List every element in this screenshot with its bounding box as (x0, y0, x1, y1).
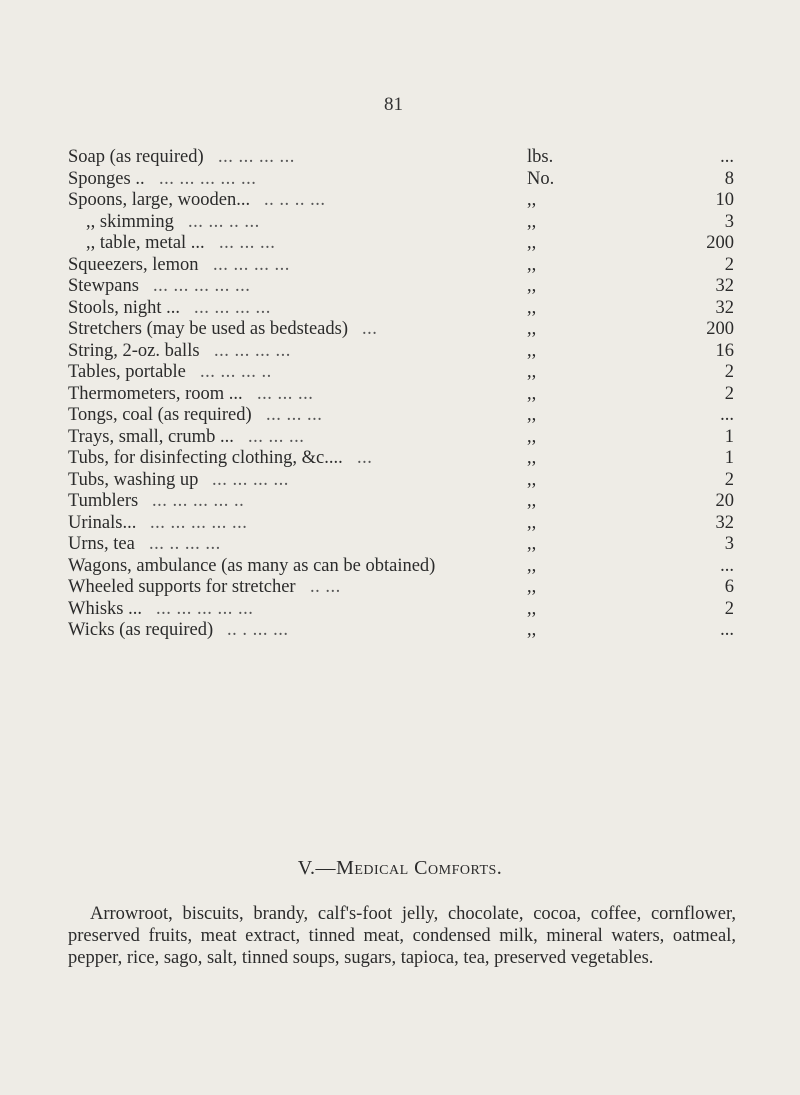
item-name: Urinals... (68, 512, 137, 533)
list-item (68, 620, 734, 642)
item-quantity: 3 (724, 534, 734, 554)
list-item (68, 491, 734, 513)
item-name: ,, skimming (86, 211, 174, 232)
item-name: Stewpans (68, 276, 139, 296)
item-name: String, 2-oz. balls (68, 340, 200, 361)
list-item (68, 513, 734, 535)
item-quantity: 8 (724, 168, 734, 189)
item-name: Sponges .. (68, 168, 145, 189)
list-item (68, 233, 734, 255)
list-item (68, 577, 734, 599)
list-item (68, 276, 734, 298)
item-unit: ,, (527, 383, 537, 404)
leader-dots: ... ... ... (219, 233, 276, 253)
leader-dots: .. . ... ... (227, 620, 289, 640)
item-quantity: ... (720, 620, 734, 640)
item-name: Tumblers (68, 491, 139, 511)
item-name: Tubs, washing up (68, 469, 199, 490)
item-quantity: 10 (715, 190, 734, 210)
list-item (68, 384, 734, 406)
medical-comforts-paragraph: Arrowroot, biscuits, brandy, calf's-foot jelly, chocolate, cocoa, coffee, cornflower, preserved fruits, meat extract, tinned meat, condensed milk, mineral waters, oatmeal, pepper, rice, sago, salt, tinned soups, sugars, tapioca, tea, preserved vegetables. (68, 904, 736, 968)
item-unit: ,, (527, 276, 537, 296)
page-number: 81 (384, 94, 403, 115)
item-quantity: 200 (706, 233, 734, 253)
leader-dots: ... ... ... ... ... (150, 512, 248, 533)
item-name: Wheeled supports for stretcher (68, 577, 296, 597)
item-quantity: ... (720, 405, 734, 425)
item-unit: ,, (527, 319, 537, 339)
item-quantity: 32 (715, 276, 734, 296)
item-unit: ,, (527, 233, 537, 253)
item-quantity: 2 (724, 254, 734, 275)
item-name: ,, table, metal ... (86, 233, 205, 253)
leader-dots: ... ... ... (248, 426, 305, 447)
section-heading (0, 857, 800, 880)
item-name: Wicks (as required) (68, 620, 214, 640)
list-item (68, 448, 734, 470)
list-item (68, 341, 734, 363)
item-name: Tables, portable (68, 362, 186, 382)
item-unit: lbs. (527, 147, 554, 167)
item-name: Urns, tea (68, 534, 135, 554)
item-unit: ,, (527, 512, 537, 533)
list-item (68, 298, 734, 320)
list-item (68, 255, 734, 277)
section-title: Medical Comforts. (336, 857, 503, 879)
item-quantity: 200 (706, 319, 734, 339)
item-quantity: 32 (715, 297, 734, 318)
item-unit: No. (527, 168, 555, 189)
section-number: V.— (297, 857, 337, 879)
leader-dots: ... ... ... ... (212, 469, 289, 490)
list-item (68, 362, 734, 384)
item-name: Stretchers (may be used as bedsteads) (68, 319, 348, 339)
item-unit: ,, (527, 555, 537, 576)
leader-dots: ... ... ... (257, 383, 314, 404)
leader-dots: ... ... ... (266, 405, 323, 425)
leader-dots: ... ... ... ... .. (152, 491, 245, 511)
item-unit: ,, (527, 620, 537, 640)
item-name: Spoons, large, wooden... (68, 190, 251, 210)
list-item (68, 427, 734, 449)
item-name: Tongs, coal (as required) (68, 405, 252, 425)
item-unit: ,, (527, 254, 537, 275)
item-name: Stools, night ... (68, 297, 181, 318)
item-unit: ,, (527, 448, 537, 468)
item-unit: ,, (527, 211, 537, 232)
item-unit: ,, (527, 190, 537, 210)
leader-dots: .. ... (310, 577, 341, 597)
item-quantity: 32 (715, 512, 734, 533)
list-item (68, 147, 734, 169)
item-unit: ,, (527, 469, 537, 490)
list-item (68, 169, 734, 191)
item-name: Soap (as required) (68, 147, 204, 167)
item-quantity: 1 (724, 426, 734, 447)
item-unit: ,, (527, 491, 537, 511)
leader-dots: ... ... ... ... (194, 297, 271, 318)
item-unit: ,, (527, 405, 537, 425)
item-quantity: ... (720, 147, 734, 167)
item-name: Squeezers, lemon (68, 254, 199, 275)
leader-dots: ... ... ... ... (214, 340, 291, 361)
list-item (68, 405, 734, 427)
leader-dots: ... .. ... ... (149, 534, 221, 554)
leader-dots: ... ... ... ... ... (156, 598, 254, 619)
item-quantity: 2 (724, 598, 734, 619)
leader-dots: ... ... ... ... ... (153, 276, 251, 296)
item-name: Wagons, ambulance (as many as can be obtained) (68, 555, 436, 576)
item-quantity: 2 (724, 383, 734, 404)
item-unit: ,, (527, 598, 537, 619)
item-quantity: 2 (724, 469, 734, 490)
leader-dots: ... (357, 448, 373, 468)
item-unit: ,, (527, 577, 537, 597)
item-quantity: 20 (715, 491, 734, 511)
item-name: Thermometers, room ... (68, 383, 243, 404)
item-unit: ,, (527, 362, 537, 382)
item-name: Trays, small, crumb ... (68, 426, 234, 447)
list-item (68, 556, 734, 578)
item-unit: ,, (527, 340, 537, 361)
item-quantity: 3 (724, 211, 734, 232)
item-unit: ,, (527, 297, 537, 318)
item-quantity: 1 (724, 448, 734, 468)
item-name: Tubs, for disinfecting clothing, &c.... (68, 448, 343, 468)
item-quantity: ... (720, 555, 734, 576)
item-quantity: 16 (715, 340, 734, 361)
list-item (68, 212, 734, 234)
leader-dots: ... ... ... ... (218, 147, 295, 167)
leader-dots: ... ... ... .. (200, 362, 272, 382)
item-quantity: 2 (724, 362, 734, 382)
leader-dots: ... (362, 319, 378, 339)
list-item (68, 190, 734, 212)
list-item (68, 534, 734, 556)
list-item (68, 470, 734, 492)
list-item (68, 319, 734, 341)
item-quantity: 6 (724, 577, 734, 597)
leader-dots: ... ... ... ... ... (159, 168, 257, 189)
leader-dots: .. .. .. ... (264, 190, 326, 210)
item-name: Whisks ... (68, 598, 142, 619)
leader-dots: ... ... .. ... (188, 211, 260, 232)
leader-dots: ... ... ... ... (213, 254, 290, 275)
item-unit: ,, (527, 426, 537, 447)
supply-list (68, 147, 734, 642)
list-item (68, 599, 734, 621)
item-unit: ,, (527, 534, 537, 554)
